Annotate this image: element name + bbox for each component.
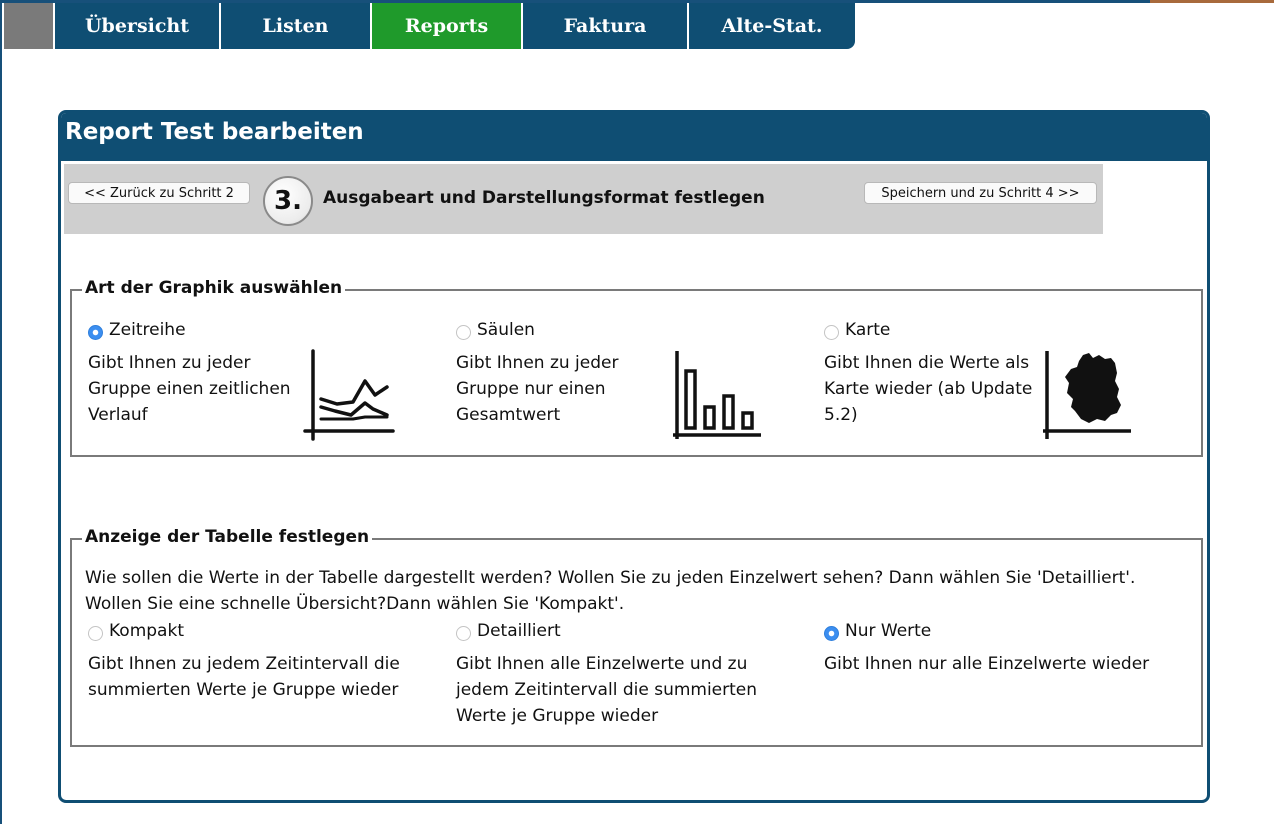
table-display-fieldset (70, 527, 1203, 747)
left-border (0, 0, 2, 824)
option-kompakt-label: Kompakt (109, 621, 184, 641)
radio-detailliert[interactable] (456, 626, 471, 641)
line-chart-icon (303, 349, 395, 441)
option-zeitreihe-label: Zeitreihe (109, 320, 186, 340)
report-edit-panel (58, 110, 1210, 803)
top-border-accent (1150, 0, 1274, 3)
home-tab[interactable] (4, 3, 55, 49)
option-detailliert-label: Detailliert (477, 621, 561, 641)
option-saeulen-label: Säulen (477, 320, 535, 340)
option-nur-werte-description: Gibt Ihnen nur alle Einzelwerte wieder (824, 654, 1150, 674)
option-karte[interactable] (824, 318, 1044, 428)
radio-kompakt[interactable] (88, 626, 103, 641)
graphic-type-legend: Art der Graphik auswählen (82, 278, 345, 298)
save-and-next-button[interactable]: Speichern und zu Schritt 4 >> (864, 182, 1097, 204)
radio-nur-werte[interactable] (824, 626, 839, 641)
step-title: Ausgabeart und Darstellungsformat festlegen (323, 188, 765, 208)
option-zeitreihe[interactable] (88, 318, 308, 428)
tab-listen[interactable]: Listen (221, 3, 372, 49)
option-saeulen[interactable] (456, 318, 676, 428)
option-kompakt[interactable] (88, 619, 438, 703)
back-to-step-2-button[interactable]: << Zurück zu Schritt 2 (68, 182, 250, 204)
main-nav (4, 3, 855, 49)
tab-faktura[interactable]: Faktura (523, 3, 689, 49)
step-bar (64, 164, 1103, 234)
option-nur-werte[interactable] (824, 619, 1194, 677)
option-detailliert-description: Gibt Ihnen alle Einzelwerte und zu jedem Zeitintervall die summierten Werte je Gruppe wieder (456, 654, 758, 726)
radio-karte[interactable] (824, 325, 839, 340)
tab-alte-stat[interactable]: Alte-Stat. (689, 3, 855, 49)
radio-zeitreihe[interactable] (88, 325, 103, 340)
option-detailliert[interactable] (456, 619, 786, 729)
germany-map-icon (1041, 349, 1133, 441)
tab-uebersicht[interactable]: Übersicht (55, 3, 221, 49)
option-saeulen-description: Gibt Ihnen zu jeder Gruppe nur einen Gesamtwert (456, 353, 619, 425)
radio-saeulen[interactable] (456, 325, 471, 340)
option-karte-description: Gibt Ihnen die Werte als Karte wieder (ab Update 5.2) (824, 353, 1033, 425)
table-display-legend: Anzeige der Tabelle festlegen (82, 527, 372, 547)
step-number-badge: 3. (263, 176, 313, 226)
panel-title: Report Test bearbeiten (61, 113, 1207, 161)
option-kompakt-description: Gibt Ihnen zu jedem Zeitintervall die summierten Werte je Gruppe wieder (88, 654, 400, 700)
tab-reports[interactable]: Reports (372, 3, 523, 49)
option-karte-label: Karte (845, 320, 891, 340)
graphic-type-fieldset (70, 278, 1203, 457)
table-display-question: Wie sollen die Werte in der Tabelle dargestellt werden? Wollen Sie zu jeden Einzelwert sehen? Dann wählen Sie 'Detailliert'. Wollen Sie eine schnelle Übersicht?Dann wählen Sie 'Kompakt'. (85, 568, 1136, 614)
option-zeitreihe-description: Gibt Ihnen zu jeder Gruppe einen zeitlichen Verlauf (88, 353, 291, 425)
bar-chart-icon (671, 349, 763, 441)
option-nur-werte-label: Nur Werte (845, 621, 932, 641)
